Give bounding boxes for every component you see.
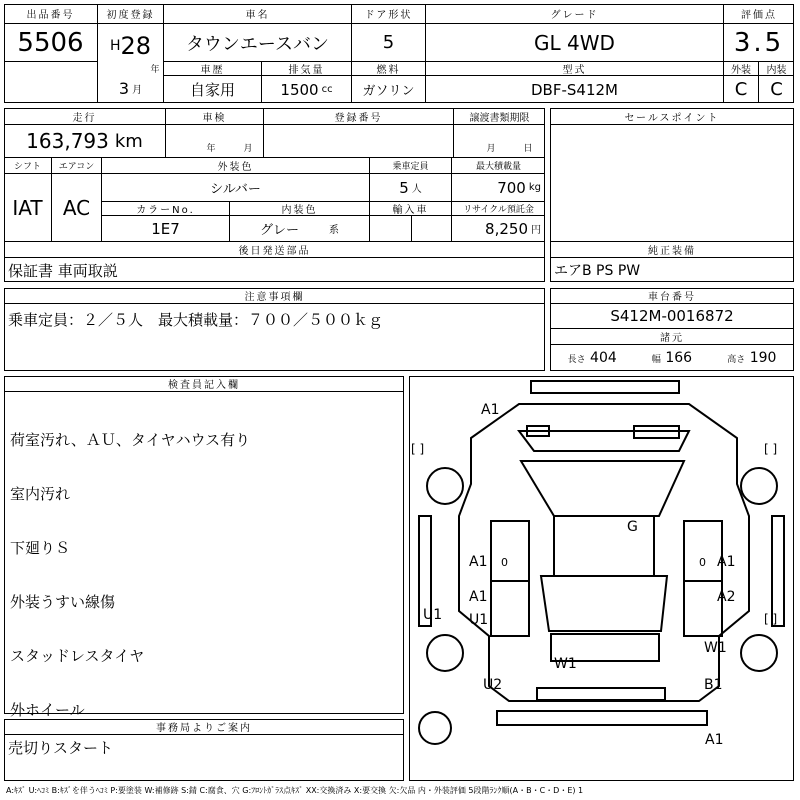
front-door-left <box>491 521 529 581</box>
wheel-front-left <box>427 468 463 504</box>
door-label: ドア形状 <box>352 4 426 24</box>
sales-point-label: セールスポイント <box>550 108 794 125</box>
recycle-unit: 円 <box>531 225 541 236</box>
inspector-line: 外ホイール <box>10 701 85 719</box>
shift-label: シフト <box>4 158 52 174</box>
capacity-value: 5 <box>399 178 409 197</box>
era: H <box>109 38 121 54</box>
fuel-label: 燃料 <box>352 62 426 76</box>
import-label: 輸入車 <box>370 202 452 216</box>
inspector-line: 室内汚れ <box>10 485 71 503</box>
month-value: 3 <box>118 79 130 98</box>
mark-u1-edge: U1 <box>423 607 443 623</box>
import-a <box>370 216 412 242</box>
mileage-unit: km <box>114 130 143 152</box>
inspector-line: 荷室汚れ、ＡＵ、タイヤハウス有り <box>10 431 251 449</box>
year-value: 28 <box>120 32 152 60</box>
plate-value <box>264 125 454 158</box>
transfer-value <box>454 125 545 158</box>
side-panel-right <box>772 516 784 626</box>
exterior-color: シルバー <box>102 174 370 202</box>
spare-wheel <box>419 712 451 744</box>
mark-w1-right: W1 <box>704 640 727 656</box>
legend: A:ｷｽﾞ U:ﾍｺﾐ B:ｷｽﾞを伴うﾍｺﾐ P:要塗装 W:補修跡 S:錆 C:腐食、穴 G:ﾌﾛﾝﾄｶﾞﾗｽ点ｷｽﾞ XX:交換済み X:要交換 欠:欠品 内・外装評価 5段階ﾗﾝｸ順(A・B・C・D・E) 1 <box>6 785 584 795</box>
dims-row <box>550 345 794 371</box>
recycle-value: 8,250 <box>485 219 528 238</box>
length: 404 <box>590 350 617 366</box>
color-no-label: カラーNo. <box>102 202 230 216</box>
car-name: タウンエースバン <box>164 24 352 62</box>
front-door-right <box>684 521 722 581</box>
mark-g: G <box>627 519 638 535</box>
score-label: 評価点 <box>724 4 794 24</box>
sales-point-area <box>550 125 794 242</box>
inspection-value <box>166 125 264 158</box>
max-load-value: 700 <box>497 178 526 197</box>
rear-bumper <box>537 688 665 700</box>
wheel-rear-right <box>741 635 777 671</box>
history-label: 車歴 <box>164 62 262 76</box>
fuel: ガソリン <box>352 76 426 103</box>
car-name-label: 車名 <box>164 4 352 24</box>
width: 166 <box>665 350 693 366</box>
interior-color <box>230 216 370 242</box>
plate-label: 登録番号 <box>264 108 454 125</box>
exterior-label: 外装 <box>724 62 759 76</box>
capacity <box>370 174 452 202</box>
inspector-label: 検査員記入欄 <box>4 376 404 392</box>
inspector-lines <box>10 395 250 737</box>
body-outline <box>459 404 749 701</box>
wheel-rear-left <box>427 635 463 671</box>
later-parts-label: 後日発送部品 <box>4 242 545 258</box>
chassis-number: S412M-0016872 <box>550 304 794 329</box>
height-label: 高さ <box>727 355 746 365</box>
width-cell <box>652 350 692 366</box>
rear-hatch <box>497 711 707 725</box>
grade: GL 4WD <box>426 24 724 62</box>
mark-bracket-right-top: [ ] <box>764 442 778 456</box>
first-reg-label: 初度登録 <box>98 4 164 24</box>
shift: IAT <box>4 174 52 242</box>
mark-a1-bottom: A1 <box>705 732 724 748</box>
length-cell <box>568 350 617 366</box>
transfer-day-unit: 日 <box>523 144 533 154</box>
inspector-line: 下廻りＳ <box>10 539 71 557</box>
interior-label: 内装 <box>759 62 794 76</box>
capacity-label: 乗車定員 <box>370 158 452 174</box>
car-diagram <box>409 376 794 781</box>
displacement-value: 1500 <box>280 80 319 99</box>
max-load-label: 最大積載量 <box>452 158 545 174</box>
grade-label: グレード <box>426 4 724 24</box>
inspector-line: 外装うすい線傷 <box>10 593 116 611</box>
mileage-value: 163,793 <box>26 129 109 153</box>
displacement-unit: cc <box>321 84 333 95</box>
mark-zero-left: 0 <box>501 556 508 569</box>
height: 190 <box>749 350 777 366</box>
interior-color-label: 内装色 <box>230 202 370 216</box>
mark-b1: B1 <box>704 677 723 693</box>
width-label: 幅 <box>651 355 661 365</box>
recycle-label: リサイクル預託金 <box>452 202 545 216</box>
max-load <box>452 174 545 202</box>
mark-a1-right-mid: A1 <box>717 554 736 570</box>
chassis-label: 車台番号 <box>550 288 794 304</box>
year-unit: 年 <box>150 64 160 74</box>
notes-label: 注意事項欄 <box>4 288 545 304</box>
dims-label: 諸元 <box>550 329 794 345</box>
lot-number: 5506 <box>4 24 98 62</box>
exterior-color-label: 外装色 <box>102 158 370 174</box>
inspector-line: スタッドレスタイヤ <box>10 647 145 665</box>
mileage-label: 走行 <box>4 108 166 125</box>
mark-bracket-left-top: [ ] <box>411 442 425 456</box>
model: DBF-S412M <box>426 76 724 103</box>
mark-zero-right: 0 <box>699 556 706 569</box>
doors: 5 <box>352 24 426 62</box>
rear-window <box>541 576 667 631</box>
equipment: エアB PS PW <box>554 263 641 279</box>
month-unit: 月 <box>132 85 143 96</box>
score: 3.5 <box>724 24 794 62</box>
history: 自家用 <box>164 76 262 103</box>
notes-text: 乗車定員：２／５人 最大積載量：７００／５００ｋｇ <box>8 310 384 329</box>
mark-w1-center: W1 <box>554 656 577 672</box>
displacement-label: 排気量 <box>262 62 352 76</box>
inspection-label: 車検 <box>166 108 264 125</box>
mark-a1-top: A1 <box>481 402 500 418</box>
windshield <box>519 431 689 451</box>
hood <box>521 461 684 516</box>
lot-blank <box>4 62 98 103</box>
mileage <box>4 125 166 158</box>
first-reg-month <box>98 74 164 103</box>
recycle <box>452 216 545 242</box>
exterior-grade: C <box>724 76 759 103</box>
roof <box>554 516 654 576</box>
insp-month-unit: 月 <box>243 144 253 154</box>
interior-grade: C <box>770 79 783 100</box>
ac-label: エアコン <box>52 158 102 174</box>
rear-door-left <box>491 581 529 636</box>
equipment-label: 純正装備 <box>550 242 794 258</box>
mark-bracket-right-mid: [ ] <box>764 612 778 626</box>
later-parts: 保証書 車両取説 <box>8 261 118 280</box>
mark-a1-left-mid: A1 <box>469 554 488 570</box>
color-no: 1E7 <box>102 216 230 242</box>
length-label: 長さ <box>567 355 586 365</box>
import-b <box>412 216 452 242</box>
ac: AC <box>52 174 102 242</box>
front-bumper <box>531 381 679 393</box>
max-load-unit: kg <box>528 182 541 193</box>
office-label: 事務局よりご案内 <box>4 719 404 735</box>
displacement <box>262 76 352 103</box>
wheel-front-right <box>741 468 777 504</box>
capacity-unit: 人 <box>411 184 422 195</box>
height-cell <box>727 350 776 366</box>
mark-u2: U2 <box>483 677 503 693</box>
mark-a2-right: A2 <box>717 589 736 605</box>
model-label: 型式 <box>426 62 724 76</box>
mark-a1-left-low: A1 <box>469 589 488 605</box>
transfer-label: 譲渡書類期限 <box>454 108 545 125</box>
interior-color-value: グレー <box>259 223 299 238</box>
transfer-month-unit: 月 <box>486 144 496 154</box>
mark-u1-left: U1 <box>469 612 489 628</box>
interior-color-unit: 系 <box>329 225 339 236</box>
office-text: 売切りスタート <box>8 738 114 757</box>
lot-label: 出品番号 <box>4 4 98 24</box>
insp-year-unit: 年 <box>206 144 216 154</box>
